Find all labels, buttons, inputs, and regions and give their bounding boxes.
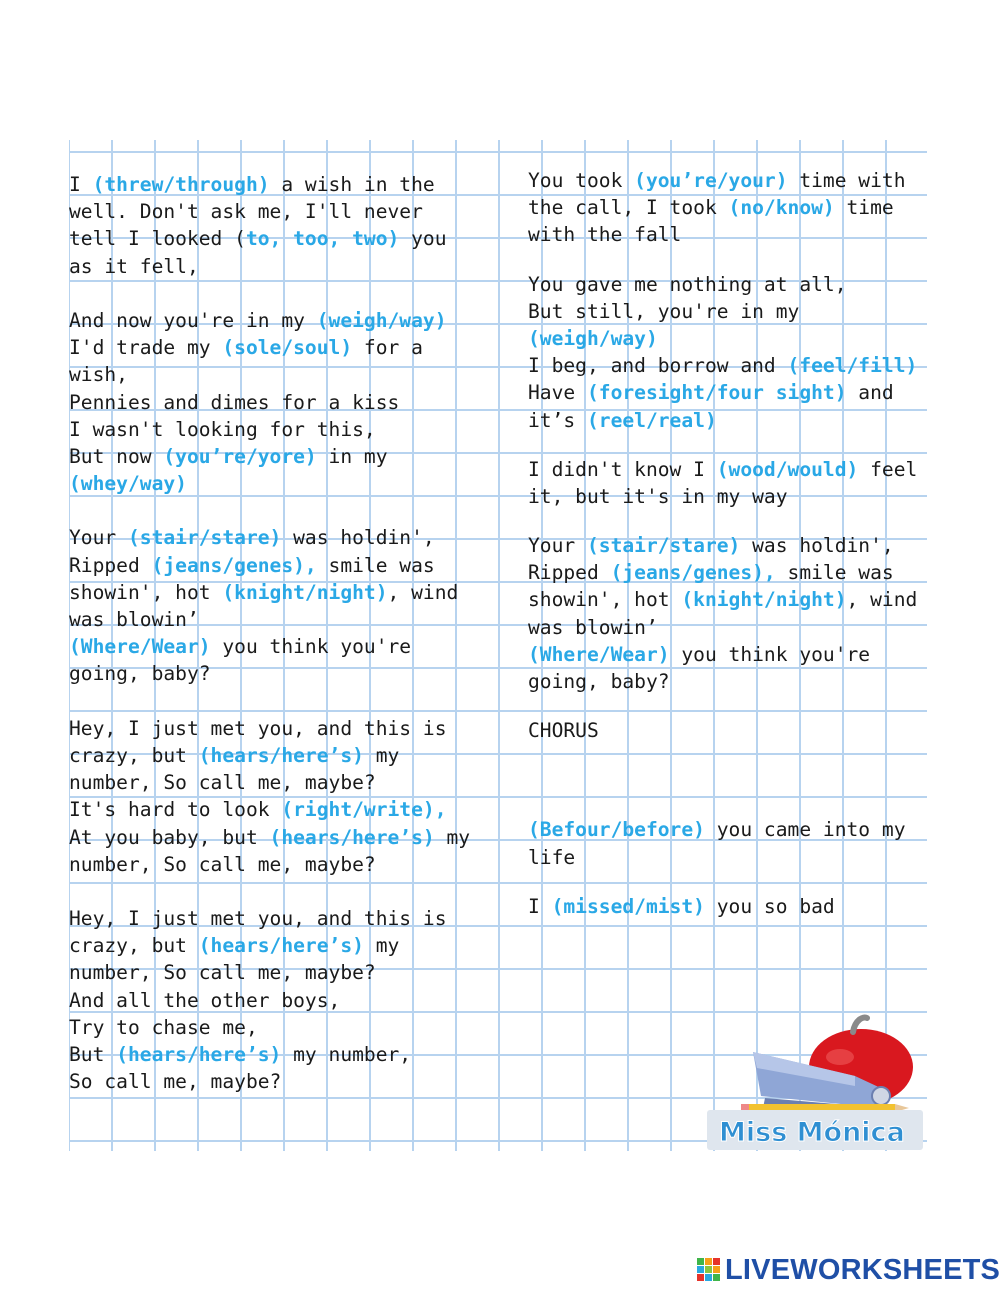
lyric-line: I (threw/through) a wish in the — [69, 173, 435, 196]
word-choice[interactable]: (you’re/yore) — [163, 444, 317, 468]
lyrics-left-column — [69, 171, 470, 1095]
lyric-line: But now (you’re/yore) in my — [69, 444, 388, 468]
word-choice[interactable]: (whey/way) — [69, 472, 187, 496]
lyric-line: Your (stair/stare) was holdin', — [528, 534, 894, 558]
lyric-line: wish, — [69, 363, 128, 387]
lyric-line: You gave me nothing at all, — [528, 272, 847, 296]
lyric-line: Hey, I just met you, and this is — [69, 907, 447, 931]
word-choice[interactable]: (right/write), — [281, 798, 447, 822]
word-choice[interactable]: (hears/here’s) — [198, 934, 364, 958]
lyric-line: I beg, and borrow and (feel/fill) — [528, 354, 918, 378]
word-choice[interactable]: (hears/here’s) — [198, 743, 364, 767]
lyric-line: tell I looked (to, too, two) you — [69, 227, 447, 251]
lyric-line: So call me, maybe? — [69, 1070, 282, 1094]
lyric-line: I'd trade my (sole/soul) for a — [69, 336, 423, 360]
lyric-line: (Where/Wear) you think you're — [69, 635, 412, 659]
lyric-line: Ripped (jeans/genes), smile was — [528, 561, 894, 585]
liveworksheets-icon — [697, 1258, 721, 1282]
lyric-line: crazy, but (hears/here’s) my — [69, 934, 400, 958]
lyric-line: number, So call me, maybe? — [69, 771, 376, 795]
lyric-line: was blowin’ — [528, 615, 658, 639]
word-choice[interactable]: (knight/night) — [681, 588, 847, 612]
word-choice[interactable]: (Befour/before) — [528, 818, 705, 842]
lyric-line: was blowin’ — [69, 608, 199, 631]
word-choice[interactable]: (Where/Wear) — [528, 642, 670, 666]
lyric-line: the call, I took (no/know) time — [528, 196, 894, 220]
lyric-line: I (missed/mist) you so bad — [528, 894, 835, 918]
lyric-line: But still, you're in my — [528, 299, 800, 323]
lyric-line: life — [528, 845, 576, 869]
word-choice[interactable]: (weigh/way) — [528, 326, 658, 350]
word-choice[interactable]: (knight/night) — [222, 580, 388, 604]
lyric-line: I didn't know I (wood/would) feel — [528, 457, 918, 481]
lyric-line: showin', hot (knight/night), wind — [528, 588, 918, 612]
word-choice[interactable]: (weigh/way) — [316, 308, 447, 332]
word-choice[interactable]: (wood/would) — [716, 457, 859, 481]
lyric-line: Pennies and dimes for a kiss — [69, 390, 400, 414]
lyric-line: it’s (reel/real) — [528, 408, 717, 432]
word-choice[interactable]: (foresight/four sight) — [586, 381, 847, 405]
lyric-line: I wasn't looking for this, — [69, 417, 376, 441]
brand-text: LIVEWORKSHEETS — [725, 1253, 1000, 1286]
word-choice[interactable]: (stair/stare) — [127, 526, 282, 550]
lyric-line: with the fall — [528, 223, 682, 247]
chorus-label: CHORUS — [528, 719, 599, 743]
lyric-line: It's hard to look (right/write), — [69, 798, 447, 822]
lyric-line — [69, 470, 470, 497]
lyric-line: Your (stair/stare) was holdin', — [69, 526, 435, 550]
lyric-line: crazy, but (hears/here’s) my — [69, 743, 400, 767]
logo-text: Miss Mónica — [719, 1117, 905, 1148]
word-choice[interactable]: (jeans/genes), — [610, 561, 776, 585]
lyric-line: And all the other boys, — [69, 988, 341, 1012]
word-choice[interactable]: (hears/here’s) — [116, 1043, 282, 1066]
lyric-line: At you baby, but (hears/here’s) my — [69, 825, 471, 849]
lyric-line: going, baby? — [69, 662, 211, 686]
word-choice[interactable]: (no/know) — [728, 196, 835, 220]
lyric-line: (Where/Wear) you think you're — [528, 642, 871, 666]
lyric-line — [528, 325, 917, 352]
lyric-line: as it fell, — [69, 254, 199, 278]
word-choice[interactable]: (hears/here’s) — [269, 825, 435, 849]
lyric-line: showin', hot (knight/night), wind — [69, 580, 459, 604]
lyric-line: number, So call me, maybe? — [69, 961, 376, 985]
lyrics-right-column — [528, 167, 917, 920]
lyric-line: it, but it's in my way — [528, 484, 788, 508]
word-choice[interactable]: (you’re/your) — [634, 169, 788, 192]
lyric-line: number, So call me, maybe? — [69, 852, 376, 876]
lyric-line: Try to chase me, — [69, 1015, 258, 1039]
word-choice[interactable]: (missed/mist) — [551, 894, 705, 918]
lyric-line: And now you're in my (weigh/way) — [69, 308, 447, 332]
lyric-line: going, baby? — [528, 670, 670, 693]
lyric-line: You took (you’re/your) time with — [528, 169, 906, 192]
word-choice[interactable]: (feel/fill) — [787, 354, 918, 378]
lyric-line: Hey, I just met you, and this is — [69, 716, 447, 740]
word-choice[interactable]: (threw/through) — [92, 173, 270, 196]
word-choice[interactable]: (sole/soul) — [222, 336, 353, 360]
lyric-line: Have (foresight/four sight) and — [528, 381, 894, 405]
word-choice[interactable]: (stair/stare) — [586, 534, 741, 558]
word-choice[interactable]: to, too, two) — [245, 227, 400, 251]
word-choice[interactable]: (Where/Wear) — [69, 635, 211, 659]
lyric-line: But (hears/here’s) my number, — [69, 1043, 412, 1066]
lyric-line: (Befour/before) you came into my — [528, 818, 906, 842]
lyric-line: well. Don't ask me, I'll never — [69, 200, 423, 224]
miss-monica-logo — [705, 1012, 927, 1152]
word-choice[interactable]: (reel/real) — [586, 408, 717, 432]
lyric-line: Ripped (jeans/genes), smile was — [69, 553, 435, 577]
word-choice[interactable]: (jeans/genes), — [151, 553, 317, 577]
liveworksheets-brand — [697, 1253, 1000, 1287]
